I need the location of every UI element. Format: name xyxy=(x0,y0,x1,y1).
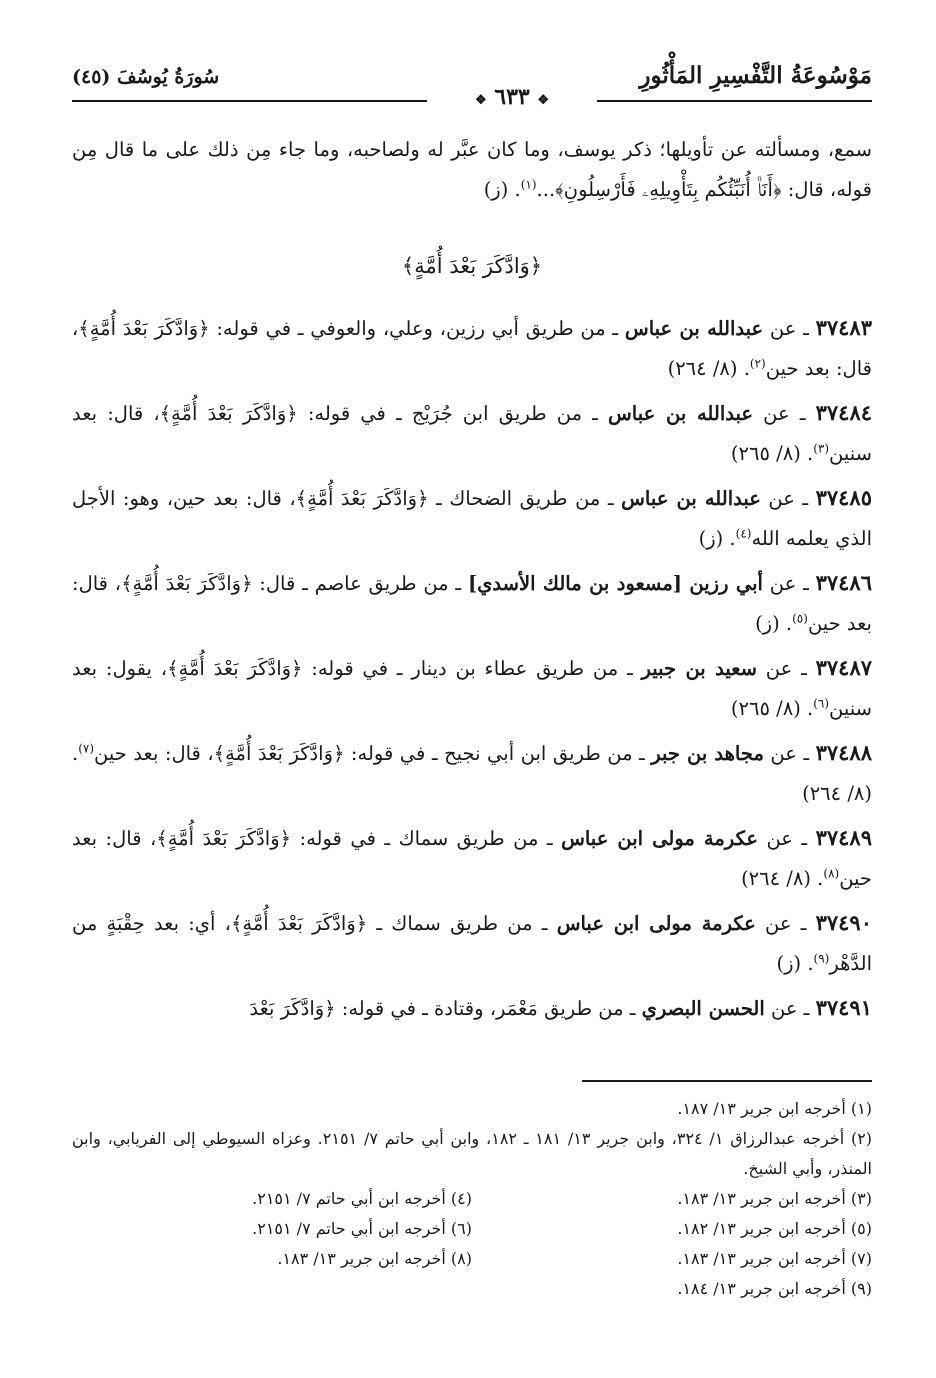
verse-heading: ﴿وَادَّكَرَ بَعْدَ أُمَّةٍ﴾ xyxy=(401,254,543,278)
entry-37483: ٣٧٤٨٣ ـ عن عبدالله بن عباس ـ من طريق أبي رزين، وعلي، والعوفي ـ في قوله: ﴿وَادَّكَرَ بَعْدَ أُمَّةٍ﴾، قال: بعد حين$^{(٢)}$. (٨/ ٢٦٤) xyxy=(72,315,872,380)
footnote-7: (٧) أخرجه ابن جرير ١٣/ ١٨٣. xyxy=(677,1249,872,1268)
entry-37487: ٣٧٤٨٧ ـ عن سعيد بن جبير ـ من طريق عطاء بن دينار ـ في قوله: ﴿وَادَّكَرَ بَعْدَ أُمَّةٍ﴾، يقول: بعد سنين$^{(٦)}$. (٨/ ٢٦٥) xyxy=(72,655,873,720)
ornament-icon: ❖ xyxy=(537,93,550,108)
footnote-5: (٥) أخرجه ابن جرير ١٣/ ١٨٢. xyxy=(677,1219,872,1238)
page xyxy=(72,60,872,1350)
entry-37486: ٣٧٤٨٦ ـ عن أبي رزين [مسعود بن مالك الأسدي] ـ من طريق عاصم ـ قال: ﴿وَادَّكَرَ بَعْدَ أُمَّةٍ﴾، قال: بعد حين$^{(٥)}$. (ز) xyxy=(72,570,872,635)
surah-reference: سُورَةُ يُوسُفَ (٤٥) xyxy=(72,66,220,88)
header-rule-left xyxy=(72,100,427,102)
footnote-2: (٢) أخرجه عبدالرزاق ١/ ٣٢٤، وابن جرير ١٣/ ١٨١ ـ ١٨٢، وابن أبي حاتم ٧/ ٢١٥١. وعزاه السيوطي إلى الفريابي، وابن المنذر، وأبي الشيخ. xyxy=(72,1129,873,1178)
footnote-9: (٩) أخرجه ابن جرير ١٣/ ١٨٤. xyxy=(677,1279,872,1298)
footnote-row xyxy=(72,1244,872,1274)
main-text xyxy=(72,130,872,1033)
footnote-row xyxy=(72,1184,872,1214)
page-number-block xyxy=(427,84,597,110)
footnote-row xyxy=(72,1214,872,1244)
page-number: ٦٣٣ xyxy=(494,84,530,110)
footnote-4: (٤) أخرجه ابن أبي حاتم ٧/ ٢١٥١. xyxy=(252,1189,472,1208)
entry-37484: ٣٧٤٨٤ ـ عن عبدالله بن عباس ـ من طريق ابن جُرَيْج ـ في قوله: ﴿وَادَّكَرَ بَعْدَ أُمَّةٍ﴾، قال: بعد سنين$^{(٣)}$. (٨/ ٢٦٥) xyxy=(72,400,873,465)
footnote-1: (١) أخرجه ابن جرير ١٣/ ١٨٧. xyxy=(677,1099,872,1118)
entry-37488: ٣٧٤٨٨ ـ عن مجاهد بن جبر ـ من طريق ابن أبي نجيح ـ في قوله: ﴿وَادَّكَرَ بَعْدَ أُمَّةٍ﴾، قال: بعد حين$^{(٧)}$. (٨/ ٢٦٤) xyxy=(72,740,872,805)
book-title: مَوْسُوعَةُ التَّفْسِيرِ المَأْثُورِ xyxy=(639,62,872,89)
entry-37491: ٣٧٤٩١ ـ عن الحسن البصري ـ من طريق مَعْمَر، وقتادة ـ في قوله: ﴿وَادَّكَرَ بَعْدَ xyxy=(249,995,872,1020)
entry-37485: ٣٧٤٨٥ ـ عن عبدالله بن عباس ـ من طريق الضحاك ـ ﴿وَادَّكَرَ بَعْدَ أُمَّةٍ﴾، قال: بعد حين، وهو: الأجل الذي يعلمه الله$^{(٤)}$. (ز) xyxy=(72,485,872,550)
footnote-3: (٣) أخرجه ابن جرير ١٣/ ١٨٣. xyxy=(677,1189,872,1208)
footnote-6: (٦) أخرجه ابن أبي حاتم ٧/ ٢١٥١. xyxy=(252,1219,472,1238)
intro-paragraph: سمع، ومسألته عن تأويلها؛ ذكر يوسف، وما كان عبَّر له ولصاحبه، وما جاء مِن ذلك على ما قال مِن قوله، قال: ﴿أَنَا۠ أُنَبِّئُكُم بِتَأْوِيلِهِۦ فَأَرْسِلُونِ﴾...$^{(١)}$. (ز) xyxy=(72,138,872,201)
entry-37490: ٣٧٤٩٠ ـ عن عكرمة مولى ابن عباس ـ من طريق سماك ـ ﴿وَادَّكَرَ بَعْدَ أُمَّةٍ﴾، أي: بعد حِقْبَةٍ من الدَّهْر$^{(٩)}$. (ز) xyxy=(72,910,872,975)
ornament-icon: ❖ xyxy=(474,93,487,108)
footnote-8: (٨) أخرجه ابن جرير ١٣/ ١٨٣. xyxy=(277,1249,472,1268)
footnotes xyxy=(72,1094,872,1304)
entry-37489: ٣٧٤٨٩ ـ عن عكرمة مولى ابن عباس ـ من طريق سماك ـ في قوله: ﴿وَادَّكَرَ بَعْدَ أُمَّةٍ﴾، قال: بعد حين$^{(٨)}$. (٨/ ٢٦٤) xyxy=(72,825,872,890)
header-rule-right xyxy=(597,100,872,102)
footnote-separator xyxy=(582,1080,872,1082)
